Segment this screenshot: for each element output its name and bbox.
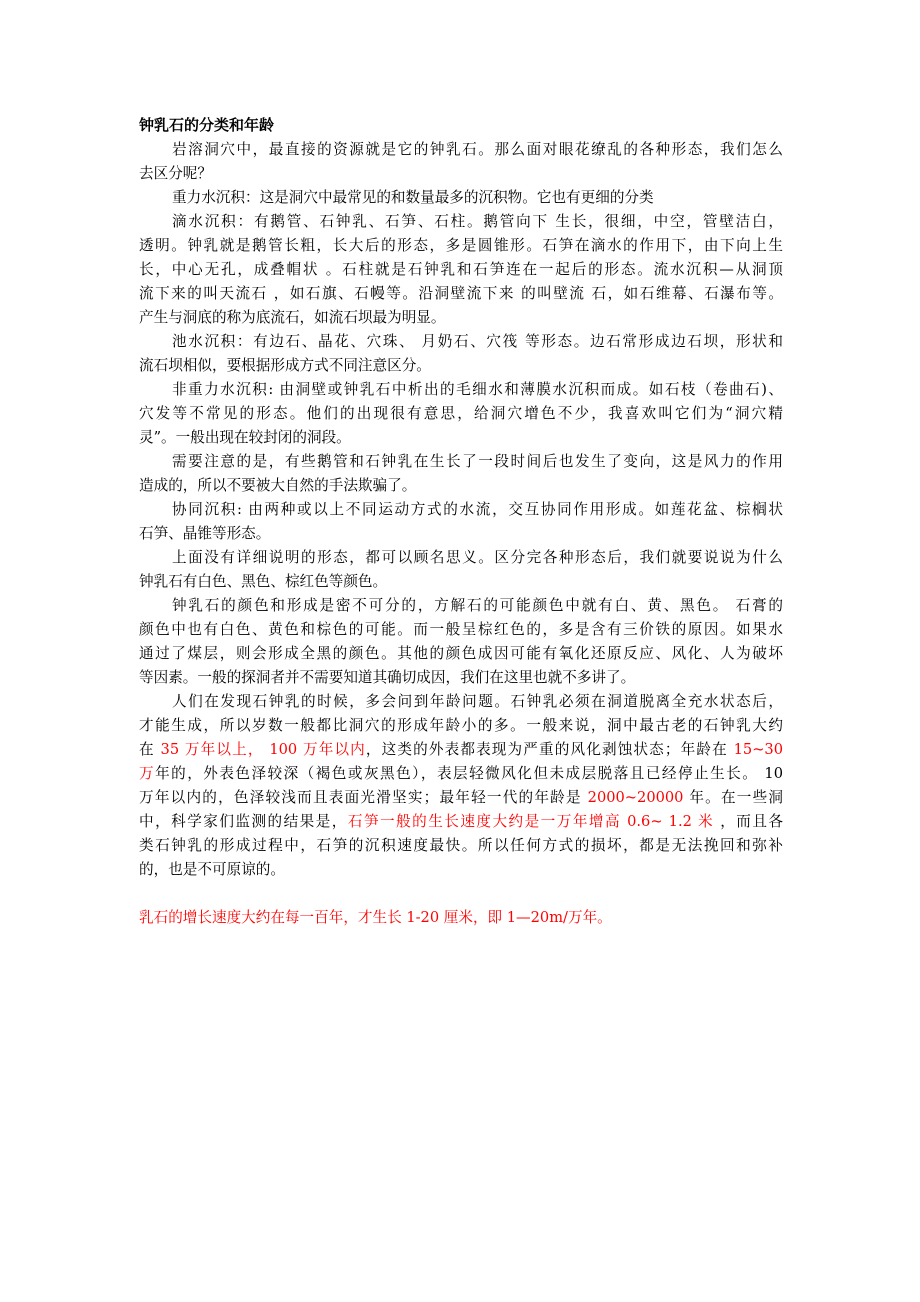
text-line <box>139 522 783 546</box>
text-line <box>139 138 783 162</box>
paragraph <box>139 450 783 498</box>
paragraph <box>139 378 783 450</box>
highlighted-text: 35 万年以上， 100 万年以内 <box>160 741 366 758</box>
text-line <box>139 234 783 258</box>
paragraph <box>139 210 783 330</box>
text-segment: 在 <box>139 741 161 758</box>
text-line <box>139 834 783 858</box>
text-segment: 长，中心无孔，成叠帽状 。石柱就是石钟乳和石笋连在一起后的形态。流水沉积—从洞顶 <box>139 261 783 278</box>
text-line <box>139 378 783 402</box>
article-paragraphs <box>139 138 783 882</box>
document-title: 钟乳石的分类和年龄 <box>139 116 275 134</box>
text-line <box>139 282 783 306</box>
text-segment: 非重力水沉积: 由洞壁或钟乳石中析出的毛细水和薄膜水沉积而成。如石枝（卷曲石)、 <box>172 381 783 398</box>
text-segment: 上面没有详细说明的形态，都可以顾名思义。区分完各种形态后，我们就要说说为什么 <box>172 549 783 566</box>
text-line <box>139 810 783 834</box>
text-segment: 流石坝相似，要根据形成方式不同注意区分。 <box>139 357 431 374</box>
growth-rate-note: 乳石的增长速度大约在每一百年，才生长 1-20 厘米，即 1—20m/万年。 <box>139 909 612 926</box>
text-line <box>139 666 783 690</box>
text-line <box>139 330 783 354</box>
paragraph <box>139 186 783 210</box>
text-segment: ，而且各 <box>714 813 783 830</box>
text-segment: 协同沉积: 由两种或以上不同运动方式的水流，交互协同作用形成。如莲花盆、棕榈状 <box>172 501 783 518</box>
text-line <box>139 258 783 282</box>
text-segment: 颜色中也有白色、黄色和棕色的可能。而一般呈棕红色的，多是含有三价铁的原因。如果水 <box>139 621 783 638</box>
highlighted-text: 万 <box>139 765 156 782</box>
text-line <box>139 690 783 714</box>
text-segment: 通过了煤层，则会形成全黑的颜色。其他的颜色成因可能有氧化还原反应、风化、人为破坏 <box>139 645 783 662</box>
text-segment: 钟乳石有白色、黑色、棕红色等颜色。 <box>139 573 388 590</box>
text-segment: 的，也是不可原谅的。 <box>139 861 285 878</box>
paragraph <box>139 690 783 882</box>
text-segment: 造成的，所以不要被大自然的手法欺骗了。 <box>139 477 417 494</box>
text-line <box>139 474 783 498</box>
text-line <box>139 546 783 570</box>
text-segment: 去区分呢？ <box>139 165 212 182</box>
text-line <box>139 186 783 210</box>
text-line <box>139 786 783 810</box>
highlighted-text: 2000~20000 <box>587 789 684 806</box>
paragraph <box>139 330 783 378</box>
paragraph <box>139 138 783 186</box>
text-line <box>139 402 783 426</box>
text-segment: 类石钟乳的形成过程中，石笋的沉积速度最快。所以任何方式的损坏，都是无法挽回和弥补 <box>139 837 783 854</box>
paragraph <box>139 498 783 546</box>
text-line <box>139 426 783 450</box>
paragraph <box>139 594 783 690</box>
text-segment: 岩溶洞穴中，最直接的资源就是它的钟乳石。那么面对眼花缭乱的各种形态，我们怎么 <box>172 141 783 158</box>
text-line <box>139 714 783 738</box>
text-segment: 灵”。一般出现在较封闭的洞段。 <box>139 429 351 446</box>
text-line <box>139 450 783 474</box>
text-line <box>139 306 783 330</box>
text-line <box>139 162 783 186</box>
text-line <box>139 858 783 882</box>
text-segment: 重力水沉积：这是洞穴中最常见的和数量最多的沉积物。它也有更细的分类 <box>172 189 654 206</box>
text-line <box>139 594 783 618</box>
text-segment: 等因素。一般的探洞者并不需要知道其确切成因，我们在这里也就不多讲了。 <box>139 669 636 686</box>
text-line <box>139 498 783 522</box>
document-body <box>139 114 783 930</box>
text-segment: 钟乳石的颜色和形成是密不可分的，方解石的可能颜色中就有白、黄、黑色。 石膏的 <box>172 597 783 614</box>
text-segment: 才能生成，所以岁数一般都比洞穴的形成年龄小的多。一般来说，洞中最古老的石钟乳大约 <box>139 717 783 734</box>
text-line <box>139 210 783 234</box>
text-segment: 石笋、晶锥等形态。 <box>139 525 271 542</box>
text-line <box>139 618 783 642</box>
text-segment: 池水沉积：有边石、晶花、穴珠、 月奶石、穴筏 等形态。边石常形成边石坝，形状和 <box>172 333 783 350</box>
text-segment: 透明。钟乳就是鹅管长粗，长大后的形态，多是圆锥形。石笋在滴水的作用下，由下向上生 <box>139 237 783 254</box>
text-line <box>139 642 783 666</box>
text-segment: 年的，外表色泽较深（褐色或灰黑色），表层轻微风化但未成层脱落且已经停止生长。 10 <box>155 765 783 782</box>
text-line <box>139 570 783 594</box>
text-line <box>139 354 783 378</box>
text-segment: 穴发等不常见的形态。他们的出现很有意思，给洞穴增色不少，我喜欢叫它们为“洞穴精 <box>139 405 783 422</box>
text-segment: 流下来的叫天流石 ，如石旗、石幔等。沿洞壁流下来 的叫壁流 石，如石维幕、石瀑布等。 <box>139 285 783 302</box>
text-segment: 年。在一些洞 <box>683 789 783 806</box>
highlighted-text: 石笋一般的生长速度大约是一万年增高 0.6~ 1.2 米 <box>347 813 715 830</box>
text-segment: 中，科学家们监测的结果是， <box>139 813 348 830</box>
text-segment: 万年以内的，色泽较浅而且表面光滑坚实；最年轻一代的年龄是 <box>139 789 588 806</box>
spacer <box>139 882 783 906</box>
text-segment: 人们在发现石钟乳的时候，多会问到年龄问题。石钟乳必须在洞道脱离全充水状态后， <box>172 693 783 710</box>
text-segment: 滴水沉积：有鹅管、石钟乳、石笋、石柱。鹅管向下 生长，很细，中空，管壁洁白， <box>172 213 783 230</box>
text-line <box>139 762 783 786</box>
text-segment: ，这类的外表都表现为严重的风化剥蚀状态；年龄在 <box>365 741 734 758</box>
text-segment: 需要注意的是，有些鹅管和石钟乳在生长了一段时间后也发生了变向，这是风力的作用 <box>172 453 783 470</box>
text-segment: 产生与洞底的称为底流石，如流石坝最为明显。 <box>139 309 446 326</box>
highlighted-text: 15~30 <box>733 741 783 758</box>
text-line <box>139 738 783 762</box>
paragraph <box>139 546 783 594</box>
